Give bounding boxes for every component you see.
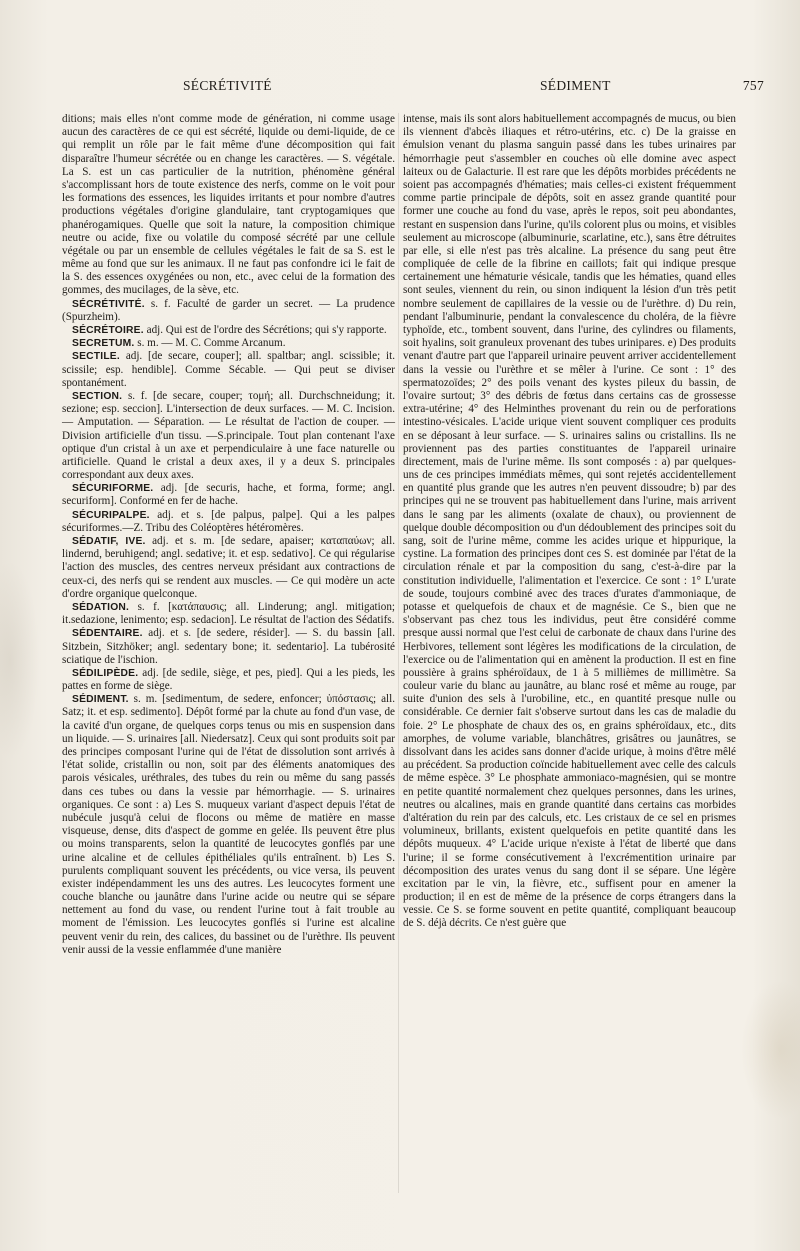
entry-text: ditions; mais elles n'ont comme mode de génération, ni comme usage aucun des caractères de ce qui est sécrété, liquide ou demi-liquide, de ce qui remplit un rôle par le fait même d'une décomposition qui fait disparaître l'humeur sécrétée ou en change les caractères. — S. végétale. La S. est un cas particulier de la nutrition, phénomène général s'accomplissant hors de toute existence des nerfs, comme on le voit pour les formations des essences, les liquides irritants et pour nombre d'autres productions végétales d'origine glandulaire, tant cryptogamiques que phanérogamiques. Quelle que soit la nature, la composition chimique neutre ou acide, fixe ou volatile du composé sécrété par une cellule végétale ou par un ensemble de cellules végétales le fait de sa S. est le même au fond que sur les animaux. Il ne faut pas confondre ici le fait de la S. des essences oxygénées ou non, etc., avec celui de la formation des gommes, des mucilages, de la sève, etc. bbox=[62, 113, 395, 297]
left-column bbox=[62, 113, 395, 957]
entry-text: adj. [de secare, couper]; all. spaltbar; angl. scissible; it. scissile; esp. hendible]. Comme Sécable. — Qui peut se diviser spontanément. bbox=[62, 350, 395, 389]
entry-headword: SECTION. bbox=[72, 390, 123, 402]
entry-text: s. f. Faculté de garder un secret. — La prudence (Spurzheim). bbox=[62, 297, 395, 323]
entry-headword: SÉDILIPÈDE. bbox=[72, 667, 139, 679]
dictionary-entry bbox=[62, 509, 395, 535]
entry-headword: SÉCURIFORME. bbox=[72, 483, 154, 495]
dictionary-entry bbox=[62, 667, 395, 693]
running-head bbox=[60, 78, 772, 98]
entry-text: adj. et s. m. [de sedare, apaiser; καταπαύων; all. lindernd, beruhigend; angl. sedative; it. et esp. sedativo]. Ce qui régularise l'action des muscles, des centres nerveux présidant aux contractions de ceux-ci, des nerfs qui se rendent aux muscles. — Ce qui modère un acte d'ordre organique quelconque. bbox=[62, 535, 395, 600]
entry-text: s. f. [de secare, couper; τομή; all. Durchschneidung; it. sezione; esp. seccion]. L'intersection de deux surfaces. — M. C. Incision. — Amputation. — Séparation. — Le résultat de l'action de couper. — Division artificielle d'un tissu. —S.principale. Tout plan contenant l'axe optique d'un cristal à un axe et perpendiculaire à une face naturelle ou artificielle. Quand le cristal a deux axes, il y a deux S. principales correspondant aux deux axes. bbox=[62, 389, 395, 482]
dictionary-entry bbox=[62, 324, 395, 337]
entry-text: intense, mais ils sont alors habituellement accompagnés de mucus, ou bien ils viennent d'abcès iliaques et rétro-utérins, etc. c) De la graisse en émulsion venant du plasma sanguin passé dans les tubes urinaires par hémorrhagie peut s'assembler en couches où elle domine avec aspect laiteux ou de Galacturie. Il est rare que les dépôts morbides précédents ne soient pas accompagnés d'hématies; mais celles-ci existent fréquemment comme partie principale de dépôts, soit en assez grande quantité pour former une couche au fond du vase, après le repos, soit peu abondantes, restant en suspension dans l'urine, qu'ils colorent plus ou moins, et visibles seulement au microscope (albuminurie, scarlatine, etc.), sans être détruites par elle, si elle n'est pas très alcaline. La présence du sang peut être compliquée de celle de la fibrine en caillots; fait qui indique presque certainement une hématurie vésicale, tandis que les hématies, quand elles sont seules, viennent du rein, ou sinon indiquent la lésion d'un très petit nombre seulement de capillaires de la vessie ou de l'urèthre. d) Du rein, pendant l'albuminurie, pendant la convalescence du choléra, de la fièvre typhoïde, etc., tombent souvent, dans l'urine, des cylindres ou filaments, soit hyalins, soit granuleux provenant des tubes urinipares. e) Des produits venant d'autre part que l'appareil urinaire peuvent arriver accidentellement dans la vessie ou l'urèthre et se mêler à l'urine. Ce sont : 1° des spermatozoïdes; 2° des poils venant des kystes pileux du bassin, de l'ovaire surtout; 3° des débris de fœtus dans certains cas de grossesse extra-utérine; 4° des Helminthes provenant du rein ou de perforations intestino-vésicales. L'acide urique vient souvent compliquer ces produits en se déposant à leur surface. — S. urinaires salins ou cristallins. Ils ne proviennent pas des parties constituantes de l'appareil urinaire directement, mais de l'urine même. Ils sont composés : a) par quelques-uns de ces principes immédiats mêmes, qui sont rejetés accidentellement en quantité plus grande que les autres n'en peuvent dissoudre; b) par des principes qui ne se trouvent pas habituellement dans l'urine, mais arrivent dans le sang par les aliments (oxalate de chaux), ou proviennent de quelque double décomposition ou d'un dédoublement des principes soit du sang, soit de l'urine même, comme les acides urique et hippurique, la cystine. La formation des principes dont ces S. est dominée par l'état de la circulation rénale et par la composition du sang, c'est-à-dire par la constitution individuelle, l'alimentation et l'exercice. Ce sont : 1° L'urate de soude, toujours combiné avec des traces d'urates d'ammoniaque, de potasse et quelquefois de chaux et de magnésie. Ce S., bien que ne s'observant pas chez tous les individus, peut être considéré comme presque aussi normal que l'est celui de carbonate de chaux dans l'urine des Herbivores, tellement sont légères les modifications de la circulation, de l'exercice ou de l'alimentation qui en amènent la production. Il est en fine poussière à grains sphéroïdaux, de 1 à 5 millièmes de millimètre. Sa couleur varie du blanc au jaunâtre, au blanc rosé et même au rouge, par suite d'union des sels à l'urobiline, etc., en quantité presque nulle ou considérable. Ce dernier fait s'observe surtout dans les cas de maladie du foie. 2° Le phosphate de chaux des os, en grains sphéroïdaux, etc., dits amorphes, de volume variable, blanchâtres, grisâtres ou jaunâtres, se dissolvant dans les acides sans donner d'acide urique, à moins d'être mêlé au précédent. Sa production coïncide habituellement avec celle des calculs de même espèce. 3° Le phosphate ammoniaco-magnésien, qui se montre en petite quantité normalement chez quelques personnes, dans les urines, neutres ou alcalines, mais en grande quantité dans certains cas morbides d'altération du rein par des calculs, etc. Les cristaux de ce sel en prismes volumineux, brillants, existent quelquefois en petite quantité dans les dépôts muqueux. 4° L'acide urique n'existe à l'état de liberté que dans l'urine; il se forme consécutivement à l'excrémentition urinaire par décomposition des urates venus du sang dont il se sépare. Une légère excitation par le vin, la fièvre, etc., suffisent pour en amener la production; il en est de même de la présence de corps étrangers dans la vessie. Ce S. se forme souvent en petite quantité, compliquant beaucoup de S. déjà décrits. Ce n'est guère que bbox=[403, 113, 736, 930]
dictionary-entry bbox=[62, 627, 395, 667]
running-head-left: SÉCRÉTIVITÉ bbox=[183, 78, 272, 93]
column-divider bbox=[398, 113, 399, 1193]
dictionary-entry bbox=[62, 337, 395, 350]
right-column bbox=[403, 113, 736, 931]
dictionary-entry bbox=[62, 601, 395, 627]
entry-headword: SECRETUM. bbox=[72, 338, 135, 350]
entry-text: s. m. [sedimentum, de sedere, enfoncer; ὑπόστασις; all. Satz; it. et esp. sedimento]. Dépôt formé par la chute au fond d'un vase, de la cavité d'un organe, de quelques corps tenus ou mis en suspension dans un liquide. — S. urinaires [all. Niedersatz]. Ceux qui sont produits soit par des principes composant l'urine qui de l'état de dissolution sont arrivés à l'état solide, cristallin ou non, soit par des éléments anatomiques des parois vésicales, uréthrales, des tubes du rein ou même du sang passés dans ces tubes ou dans la vessie par hémorrhagie. — S. urinaires organiques. Ce sont : a) Les S. muqueux variant d'aspect depuis l'état de nubécule jusqu'à celui de flocons ou même de matière en masse visqueuse, dense, dits d'aspect de gomme en gelée. Ils peuvent être plus ou moins transparents, selon la quantité de leucocytes gonflés par une urine alcaline et de cellules épithéliales qu'ils entraînent. b) Les S. purulents compliquant souvent les précédents, ou vice versa, ils peuvent exister indépendamment les uns des autres. Les leucocytes forment une couche blanche ou jaunâtre dans l'urine acide ou neutre qui se sépare nettement au fond du vase, ou rendent l'urine tout à fait trouble au moment de l'émission. Les leucocytes gonflés si l'urine est alcaline peuvent venir du rein, des calices, du bassinet ou de l'urèthre. Ils peuvent venir aussi de la vessie enflammée d'une manière bbox=[62, 693, 395, 956]
entry-text: s. f. [κατάπαυσις; all. Linderung; angl. mitigation; it.sedazione, lenimento; esp. sedacion]. Le résultat de l'action des Sédatifs. bbox=[62, 600, 395, 627]
dictionary-entry bbox=[403, 113, 736, 931]
dictionary-entry bbox=[62, 113, 395, 298]
entry-headword: SÉDATIF, IVE. bbox=[72, 536, 146, 547]
paper-stain bbox=[740, 980, 800, 1120]
entry-text: adj. [de securis, hache, et forma, forme; angl. securiform]. Conformé en fer de hache. bbox=[62, 482, 395, 508]
entry-headword: SÉCRÉTIVITÉ. bbox=[72, 298, 145, 310]
entry-headword: SÉDENTAIRE. bbox=[72, 628, 143, 640]
page-number: 757 bbox=[742, 78, 764, 93]
entry-text: adj. et s. [de palpus, palpe]. Qui a les palpes sécuriformes.—Z. Tribu des Coléoptères hétéromères. bbox=[62, 508, 395, 534]
dictionary-entry bbox=[62, 390, 395, 482]
entry-text: s. m. — M. C. Comme Arcanum. bbox=[137, 337, 286, 350]
entry-text: adj. [de sedile, siège, et pes, pied]. Qui a les pieds, les pattes en forme de siège. bbox=[62, 666, 395, 693]
dictionary-entry bbox=[62, 693, 395, 957]
entry-headword: SÉCURIPALPE. bbox=[72, 509, 150, 521]
entry-headword: SÉCRÉTOIRE. bbox=[72, 325, 144, 336]
entry-text: adj. Qui est de l'ordre des Sécrétions; qui s'y rapporte. bbox=[146, 324, 387, 336]
dictionary-entry bbox=[62, 482, 395, 508]
dictionary-entry bbox=[62, 298, 395, 324]
entry-text: adj. et s. [de sedere, résider]. — S. du bassin [all. Sitzbein, Sitzhöker; angl. sedentary bone; it. sedentario]. La tubérosité sciatique de l'ischion. bbox=[62, 627, 395, 666]
dictionary-entry bbox=[62, 350, 395, 390]
dictionary-entry bbox=[62, 535, 395, 601]
running-head-right: SÉDIMENT bbox=[540, 78, 611, 93]
entry-headword: SÉDIMENT. bbox=[72, 694, 129, 706]
entry-headword: SECTILE. bbox=[72, 351, 120, 363]
entry-headword: SÉDATION. bbox=[72, 601, 130, 613]
paper-stain bbox=[0, 560, 40, 760]
